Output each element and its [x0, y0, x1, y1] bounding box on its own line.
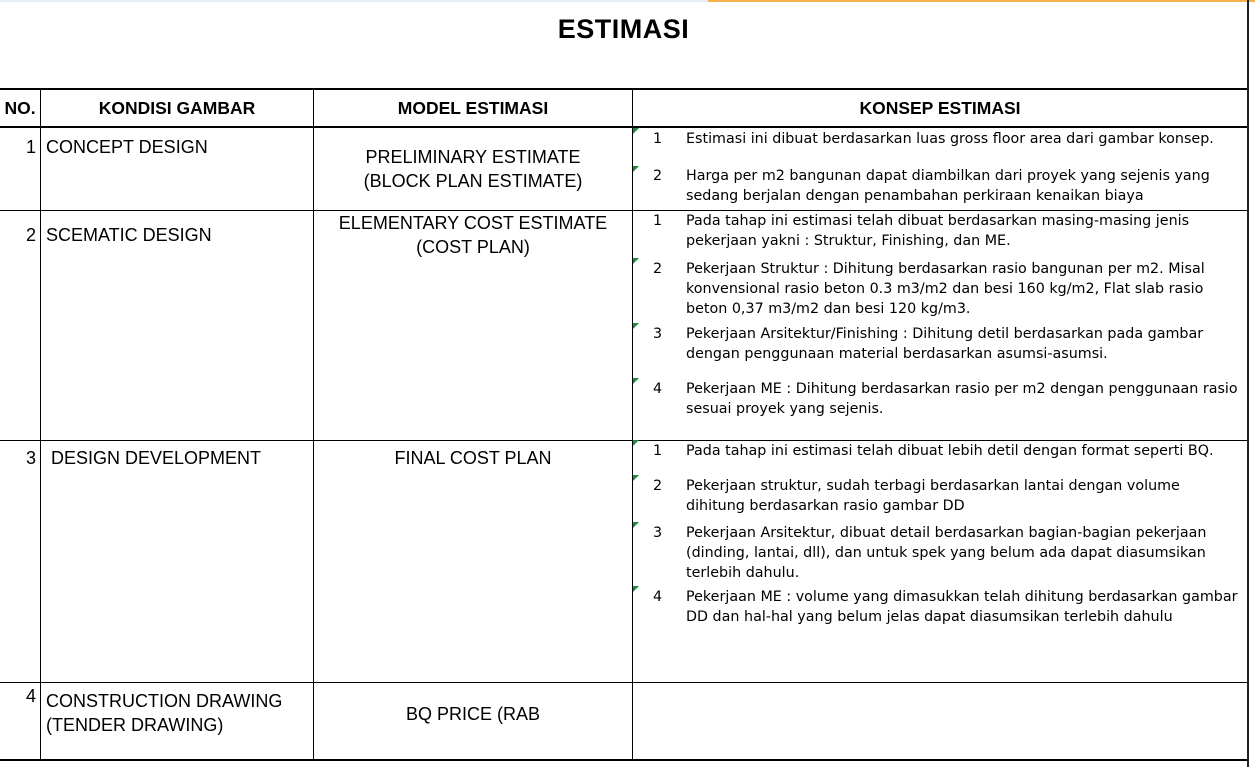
header-model-estimasi: MODEL ESTIMASI — [397, 97, 549, 118]
top-border-left — [0, 0, 708, 2]
header-konsep-estimasi: KONSEP ESTIMASI — [859, 97, 1021, 118]
top-border-right — [708, 0, 1255, 2]
konsep-item-text: Pada tahap ini estimasi telah dibuat lebih detil dengan format seperti BQ. — [686, 443, 1214, 459]
row-number: 3 — [25, 448, 36, 468]
konsep-item-number: 3 — [653, 326, 663, 342]
konsep-item-text: Pekerjaan Arsitektur, dibuat detail berdasarkan bagian-bagian pekerjaan (dinding, lantai, dll), dan untuk spek yang belum ada dapat diasumsikan terlebih dahulu. — [686, 525, 1207, 581]
comment-marker-icon — [633, 586, 639, 592]
kondisi-gambar-cell: DESIGN DEVELOPMENT — [46, 448, 262, 468]
comment-marker-icon — [633, 128, 639, 134]
header-no: NO. — [4, 97, 36, 118]
comment-marker-icon — [633, 475, 639, 481]
comment-marker-icon — [633, 258, 639, 264]
row-number: 1 — [25, 137, 36, 157]
konsep-item-number: 4 — [653, 589, 663, 605]
konsep-item-number: 2 — [653, 478, 663, 494]
konsep-item-text: Pekerjaan ME : volume yang dimasukkan telah dihitung berdasarkan gambar DD dan hal-hal yang belum jelas dapat diasumsikan terlebih dahulu — [686, 589, 1238, 625]
konsep-item-number: 3 — [653, 525, 663, 541]
konsep-item-number: 2 — [653, 261, 663, 277]
model-estimasi-cell: BQ PRICE (RAB — [405, 704, 541, 724]
konsep-item-text: Pekerjaan ME : Dihitung berdasarkan rasio per m2 dengan penggunaan rasio sesuai proyek yang sejenis. — [686, 381, 1238, 417]
grid-line — [632, 88, 633, 761]
row-number: 2 — [25, 225, 36, 245]
comment-marker-icon — [633, 378, 639, 384]
kondisi-gambar-cell: CONSTRUCTION DRAWING (TENDER DRAWING) — [46, 691, 283, 735]
comment-marker-icon — [633, 323, 639, 329]
konsep-item-number: 1 — [653, 131, 663, 147]
comment-marker-icon — [633, 440, 639, 446]
row-number: 4 — [25, 686, 36, 706]
grid-line — [0, 759, 1247, 761]
konsep-item-text: Harga per m2 bangunan dapat diambilkan dari proyek yang sejenis yang sedang berjalan dengan penambahan perkiraan kenaikan biaya — [686, 168, 1210, 204]
konsep-item-text: Pada tahap ini estimasi telah dibuat berdasarkan masing-masing jenis pekerjaan yakni : Struktur, Finishing, dan ME. — [686, 213, 1190, 249]
comment-marker-icon — [633, 166, 639, 172]
top-border — [0, 0, 1255, 2]
kondisi-gambar-cell: SCEMATIC DESIGN — [46, 225, 212, 245]
konsep-item-number: 4 — [653, 381, 663, 397]
model-estimasi-cell: ELEMENTARY COST ESTIMATE (COST PLAN) — [338, 213, 608, 257]
page-title: ESTIMASI — [557, 14, 690, 44]
comment-marker-icon — [633, 522, 639, 528]
konsep-item-number: 1 — [653, 443, 663, 459]
grid-line — [40, 88, 41, 761]
konsep-item-number: 2 — [653, 168, 663, 184]
kondisi-gambar-cell: CONCEPT DESIGN — [46, 137, 208, 157]
grid-line — [0, 682, 1247, 683]
model-estimasi-cell: PRELIMINARY ESTIMATE (BLOCK PLAN ESTIMATE) — [363, 147, 583, 191]
konsep-item-text: Pekerjaan Struktur : Dihitung berdasarkan rasio bangunan per m2. Misal konvensional rasio beton 0.3 m3/m2 dan besi 160 kg/m2, Flat slab rasio beton 0,37 m3/m2 dan besi 120 kg/m3. — [686, 261, 1205, 317]
konsep-item-text: Pekerjaan Arsitektur/Finishing : Dihitung detil berdasarkan pada gambar dengan penggunaan material berdasarkan asumsi-asumsi. — [686, 326, 1204, 362]
konsep-item-text: Pekerjaan struktur, sudah terbagi berdasarkan lantai dengan volume dihitung berdasarkan rasio gambar DD — [686, 478, 1180, 514]
konsep-item-number: 1 — [653, 213, 663, 229]
konsep-item-text: Estimasi ini dibuat berdasarkan luas gross floor area dari gambar konsep. — [686, 131, 1214, 147]
model-estimasi-cell: FINAL COST PLAN — [394, 448, 552, 468]
header-kondisi-gambar: KONDISI GAMBAR — [98, 97, 256, 118]
right-border — [1247, 0, 1249, 767]
